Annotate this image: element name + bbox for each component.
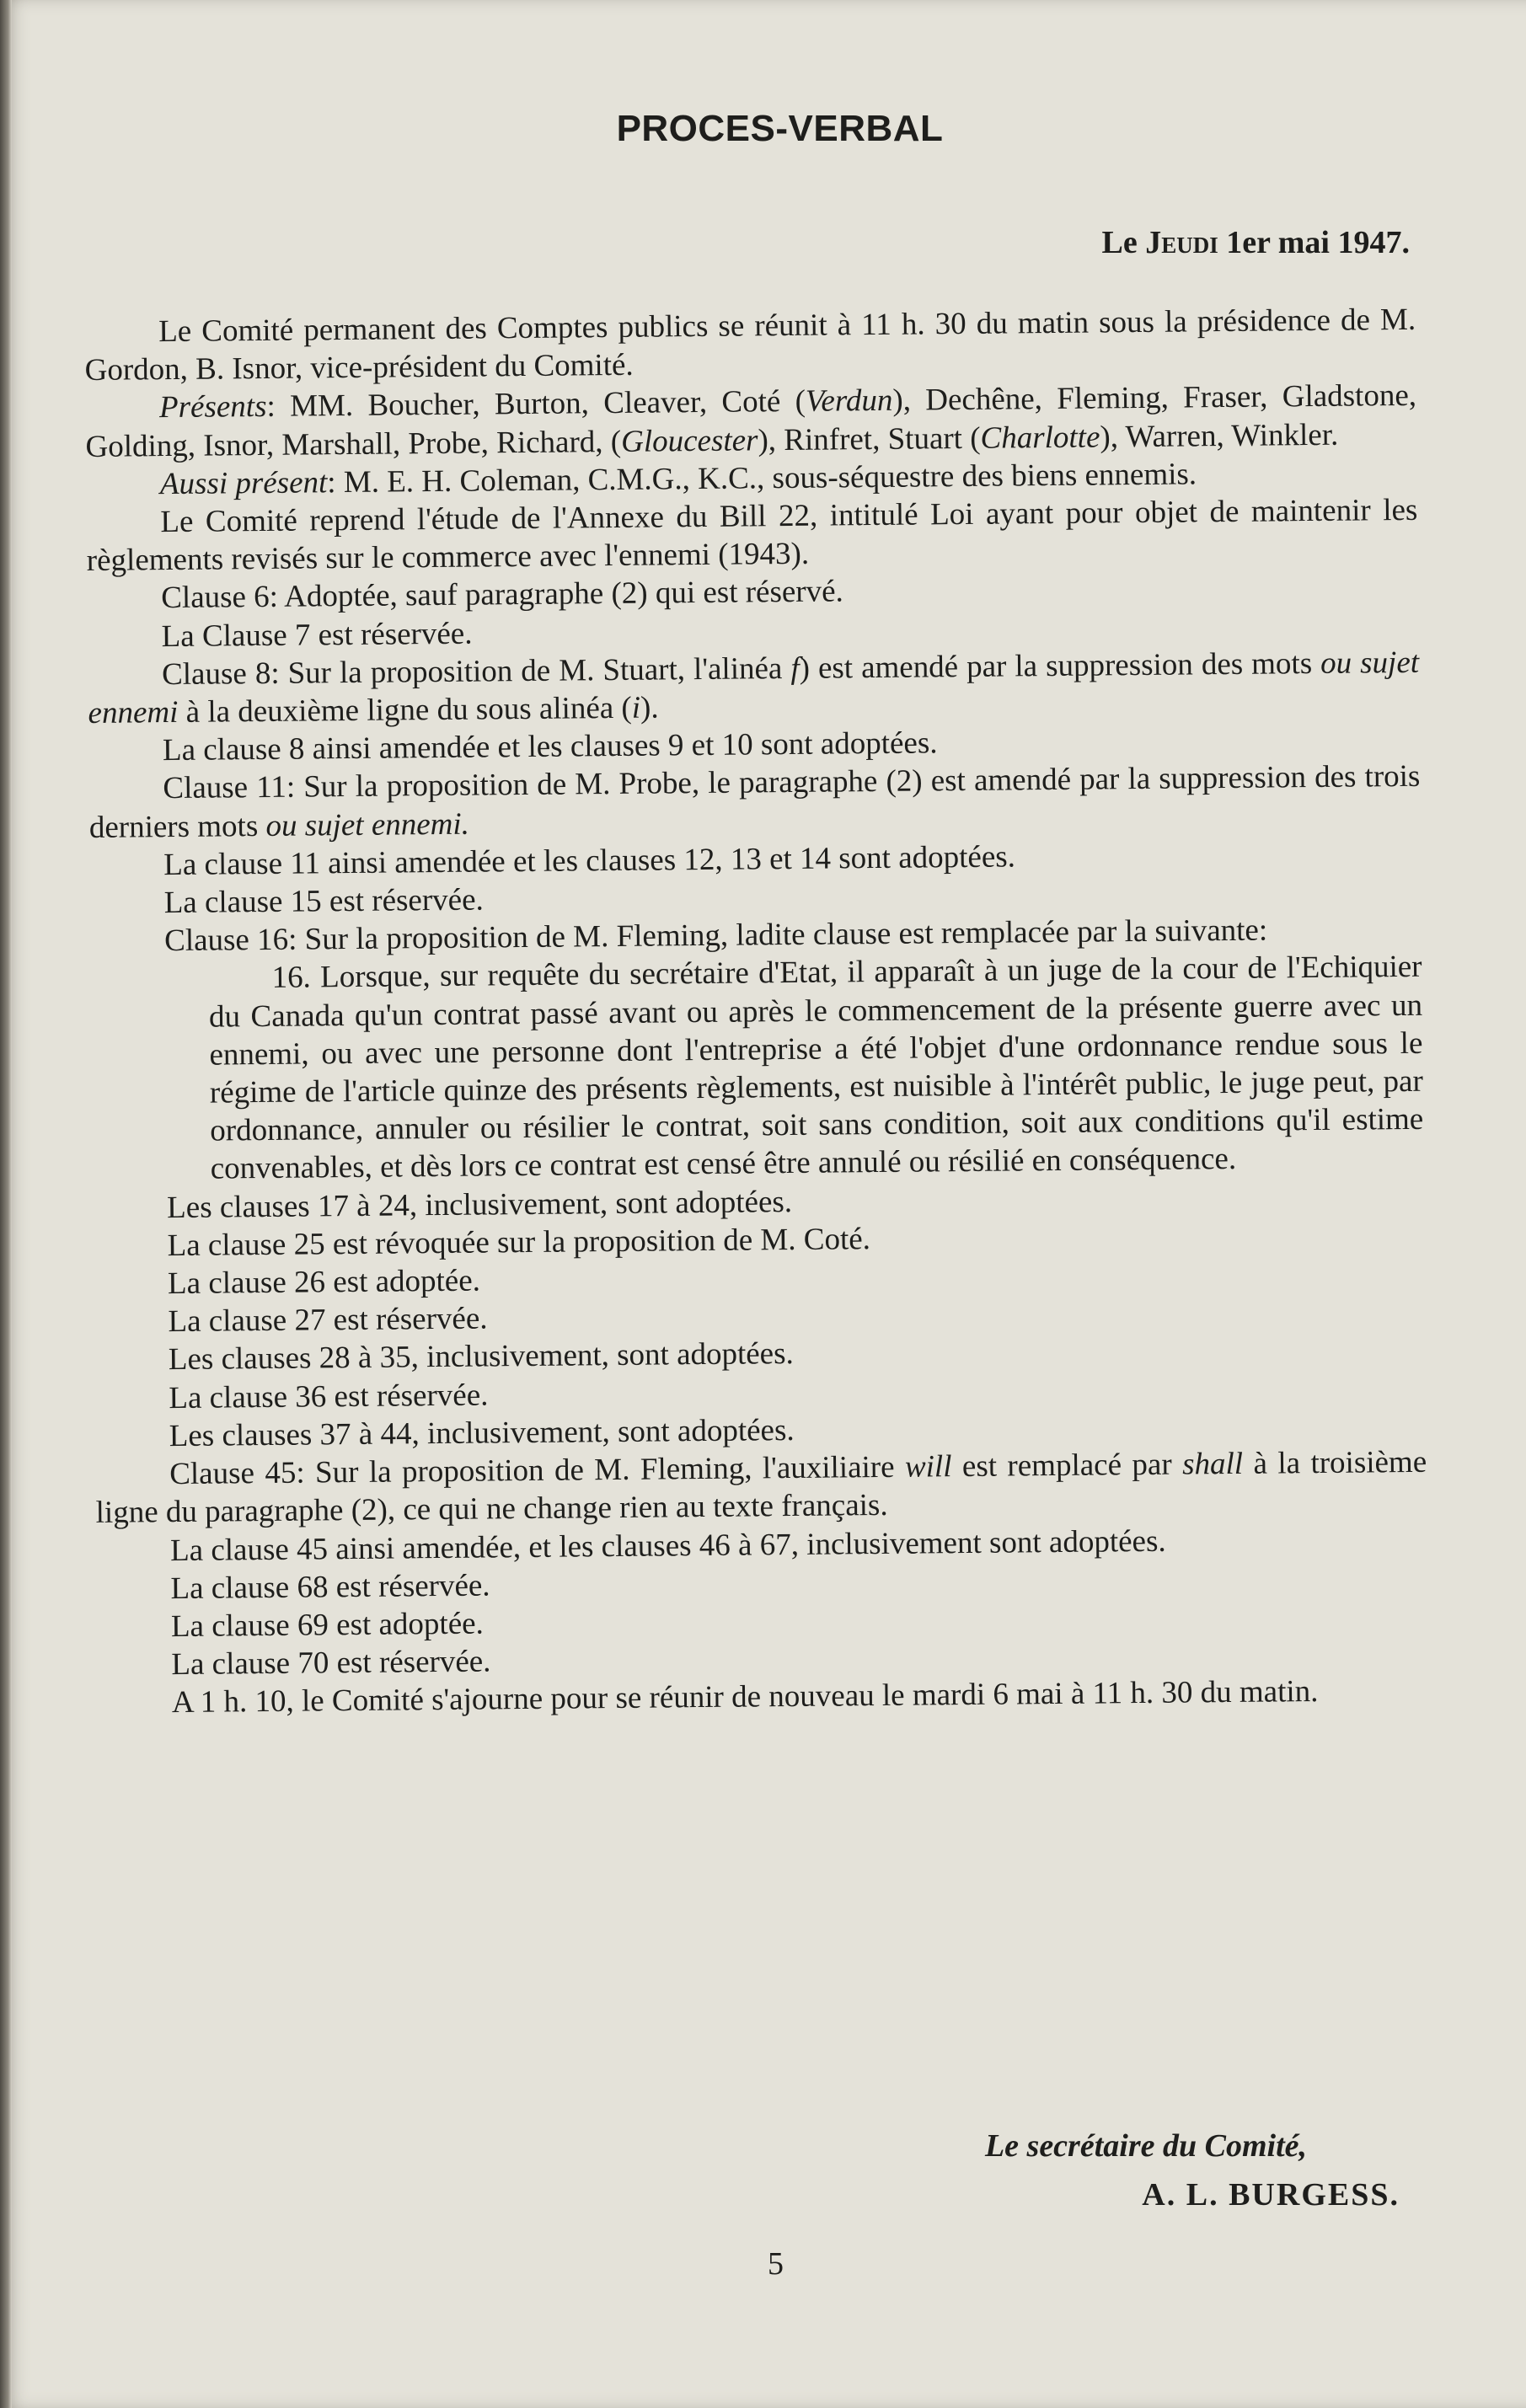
date-day: Jeudi [1145, 225, 1218, 260]
clause-8-f: f [790, 650, 800, 686]
minutes-body [84, 301, 1429, 1723]
paragraph-clause-16: Clause 16: Sur la proposition de M. Fleming, ladite clause est remplacée par la suivante: [163, 912, 1268, 959]
present-text-3: ), Rinfret, Stuart ( [758, 420, 981, 458]
document-title: PROCES-VERBAL [616, 108, 944, 149]
paragraph-clause-7: La Clause 7 est réservée. [161, 616, 473, 654]
paragraph-clause-15: La clause 15 est réservée. [163, 882, 484, 921]
clause-8-italic: ou sujet ennemi [88, 645, 1420, 731]
present-text-1: : MM. Boucher, Burton, Cleaver, Coté ( [266, 384, 806, 425]
clause-45-text-3: à la troisième ligne du paragraphe (2), ce qui ne change rien au texte français. [95, 1444, 1427, 1531]
present-charlotte: Charlotte [980, 420, 1100, 456]
paragraph-clause-11-amended: La clause 11 ainsi amendée et les clauses 12, 13 et 14 sont adoptées. [163, 839, 1016, 882]
present-text-4: ), Warren, Winkler. [1100, 417, 1339, 455]
paragraph-clause-45 [95, 1443, 1427, 1533]
page-number: 5 [768, 2246, 784, 2282]
paragraph-clause-6: Clause 6: Adoptée, sauf paragraphe (2) qui est réservé. [161, 574, 844, 616]
date-rest: 1er mai 1947. [1226, 225, 1410, 260]
present-text-2: ), Dechêne, Fleming, Fraser, Gladstone, Golding, Isnor, Marshall, Probe, Richard, ( [85, 378, 1417, 464]
signature-name: A. L. BURGESS. [1142, 2177, 1400, 2213]
paragraph-present-members [85, 377, 1417, 466]
paragraph-clause-8-amended: La clause 8 ainsi amendée et les clauses 9 et 10 sont adoptées. [162, 725, 938, 768]
also-present-label: Aussi présent [159, 465, 328, 501]
signature-title: Le secrétaire du Comité, [984, 2128, 1307, 2164]
quoted-clause-16: 16. Lorsque, sur requête du secrétaire d'Etat, il apparaît à un juge de la cour de l'Echiquier du Canada qu'un contrat passé avant ou après le commencement de la présente guerre avec un ennemi, ou avec une personne dont l'entreprise a été l'objet d'une ordonnance rendue sous le régime de l'article quinze des présents règlements, est nuisible à l'intérêt public, le juge peut, par ordonnance, annuler ou résilier le contrat, soit sans condition, soit aux conditions qu'il estime convenables, et dès lors ce contrat est censé être annulé ou résilié en conséquence. [208, 950, 1424, 1187]
paragraph-clauses-37-44: Les clauses 37 à 44, inclusivement, sont adoptées. [169, 1412, 795, 1453]
clause-8-text-1: Clause 8: Sur la proposition de M. Stuart, l'alinéa [161, 650, 791, 692]
paragraph-adjournment: A 1 h. 10, le Comité s'ajourne pour se réunir de nouveau le mardi 6 mai à 11 h. 30 du matin. [171, 1674, 1319, 1720]
paragraph-clause-45-amended: La clause 45 ainsi amendée, et les clauses 46 à 67, inclusivement sont adoptées. [169, 1523, 1166, 1568]
clause-11-text: Clause 11: Sur la proposition de M. Probe, le paragraphe (2) est amendé par la suppression des trois derniers mots [88, 759, 1421, 845]
clause-8-text-4: ). [640, 690, 659, 725]
paragraph-clause-69: La clause 69 est adoptée. [170, 1606, 485, 1644]
present-label: Présents [158, 389, 267, 425]
clause-45-will: will [904, 1449, 952, 1485]
present-gloucester: Gloucester [620, 422, 758, 459]
clause-8-text-3: à la deuxième ligne du sous alinéa ( [178, 690, 632, 730]
paragraph-opening: Le Comité permanent des Comptes publics se réunit à 11 h. 30 du matin sous la présidence de M. Gordon, B. Isnor, vice-président du Comité. [84, 302, 1416, 388]
paragraph-clause-36: La clause 36 est réservée. [169, 1378, 489, 1415]
paragraph-clause-11 [88, 757, 1421, 847]
clause-11-italic: ou sujet ennemi. [265, 806, 470, 843]
paragraph-clause-68: La clause 68 est réservée. [170, 1568, 490, 1606]
clause-45-text-1: Clause 45: Sur la proposition de M. Fleming, l'auxiliaire [169, 1449, 906, 1492]
meeting-date [1102, 224, 1411, 261]
clause-45-text-2: est remplacé par [951, 1447, 1183, 1485]
paragraph-clause-8 [88, 644, 1420, 733]
signature-block [810, 2122, 1400, 2219]
clause-8-i: i [631, 690, 641, 725]
paragraph-bill-study: Le Comité reprend l'étude de l'Annexe du Bill 22, intitulé Loi ayant pour objet de maintenir les règlements revisés sur le commerce avec l'ennemi (1943). [86, 492, 1418, 579]
clause-8-text-2: ) est amendé par la suppression des mots [799, 645, 1321, 686]
paragraph-clause-27: La clause 27 est réservée. [168, 1301, 488, 1340]
page-binding-edge [0, 0, 12, 2408]
paragraph-clauses-17-24: Les clauses 17 à 24, inclusivement, sont adoptées. [166, 1184, 793, 1225]
paragraph-clause-26: La clause 26 est adoptée. [167, 1263, 481, 1302]
also-present-text: : M. E. H. Coleman, C.M.G., K.C., sous-séquestre des biens ennemis. [327, 457, 1197, 500]
clause-45-shall: shall [1181, 1446, 1244, 1482]
paragraph-clauses-28-35: Les clauses 28 à 35, inclusivement, sont adoptées. [168, 1336, 794, 1378]
paragraph-clause-25: La clause 25 est révoquée sur la proposition de M. Coté. [167, 1221, 871, 1263]
paragraph-clause-70: La clause 70 est réservée. [171, 1644, 491, 1683]
date-prefix: Le [1101, 225, 1138, 260]
present-verdun: Verdun [805, 383, 893, 420]
